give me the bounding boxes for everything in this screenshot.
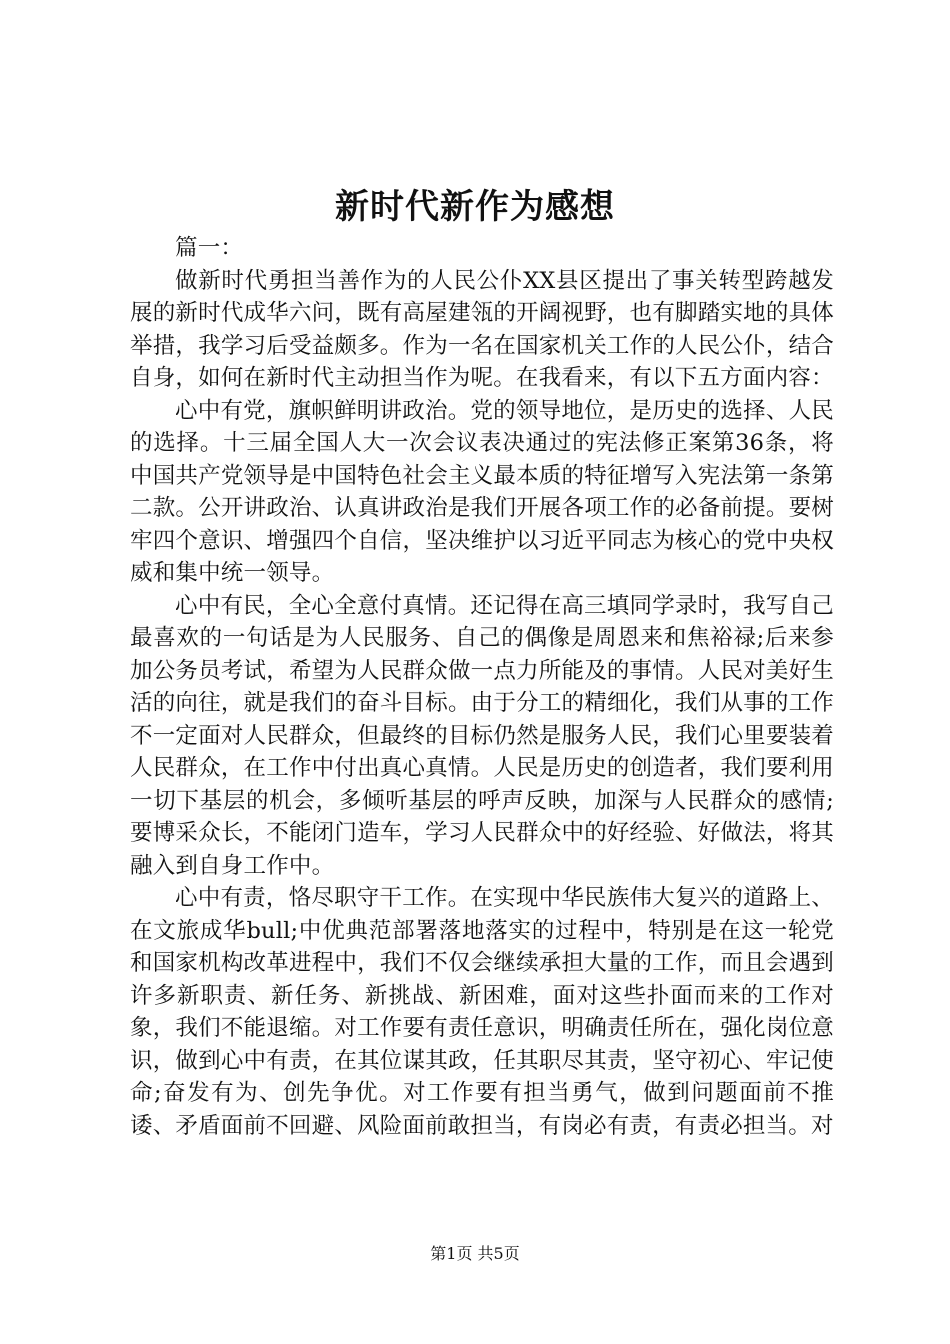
page-footer: 第1页 共5页 <box>430 1244 520 1263</box>
body-paragraph: 做新时代勇担当善作为的人民公仆XX县区提出了事关转型跨越发展的新时代成华六问，既有高屋建瓴的开阔视野，也有脚踏实地的具体举措，我学习后受益颇多。作为一名在国家机关工作的人民公仆，结合自身，如何在新时代主动担当作为呢。在我看来，有以下五方面内容： <box>130 267 834 391</box>
body-paragraph: 心中有责，恪尽职守干工作。在实现中华民族伟大复兴的道路上、在文旅成华bull;中优典范部署落地落实的过程中，特别是在这一轮党和国家机构改革进程中，我们不仅会继续承担大量的工作，而且会遇到许多新职责、新任务、新挑战、新困难，面对这些扑面而来的工作对象，我们不能退缩。对工作要有责任意识，明确责任所在，强化岗位意识，做到心中有责，在其位谋其政，任其职尽其责，坚守初心、牢记使命;奋发有为、创先争优。对工作要有担当勇气，做到问题面前不推诿、矛盾面前不回避、风险面前敢担当，有岗必有责，有责必担当。对 <box>130 885 834 1139</box>
section-heading: 篇一： <box>175 235 244 261</box>
body-paragraph: 心中有民，全心全意付真情。还记得在高三填同学录时，我写自己最喜欢的一句话是为人民服务、自己的偶像是周恩来和焦裕禄;后来参加公务员考试，希望为人民群众做一点力所能及的事情。人民对美好生活的向往，就是我们的奋斗目标。由于分工的精细化，我们从事的工作不一定面对人民群众，但最终的目标仍然是服务人民，我们心里要装着人民群众，在工作中付出真心真情。人民是历史的创造者，我们要利用一切下基层的机会，多倾听基层的呼声反映，加深与人民群众的感情;要博采众长，不能闭门造车，学习人民群众中的好经验、好做法，将其融入到自身工作中。 <box>130 592 834 879</box>
body-paragraph: 心中有党，旗帜鲜明讲政治。党的领导地位，是历史的选择、人民的选择。十三届全国人大一次会议表决通过的宪法修正案第36条，将中国共产党领导是中国特色社会主义最本质的特征增写入宪法第一条第二款。公开讲政治、认真讲政治是我们开展各项工作的必备前提。要树牢四个意识、增强四个自信，坚决维护以习近平同志为核心的党中央权威和集中统一领导。 <box>130 397 834 586</box>
document-body <box>130 232 834 1142</box>
document-title: 新时代新作为感想 <box>335 187 615 227</box>
